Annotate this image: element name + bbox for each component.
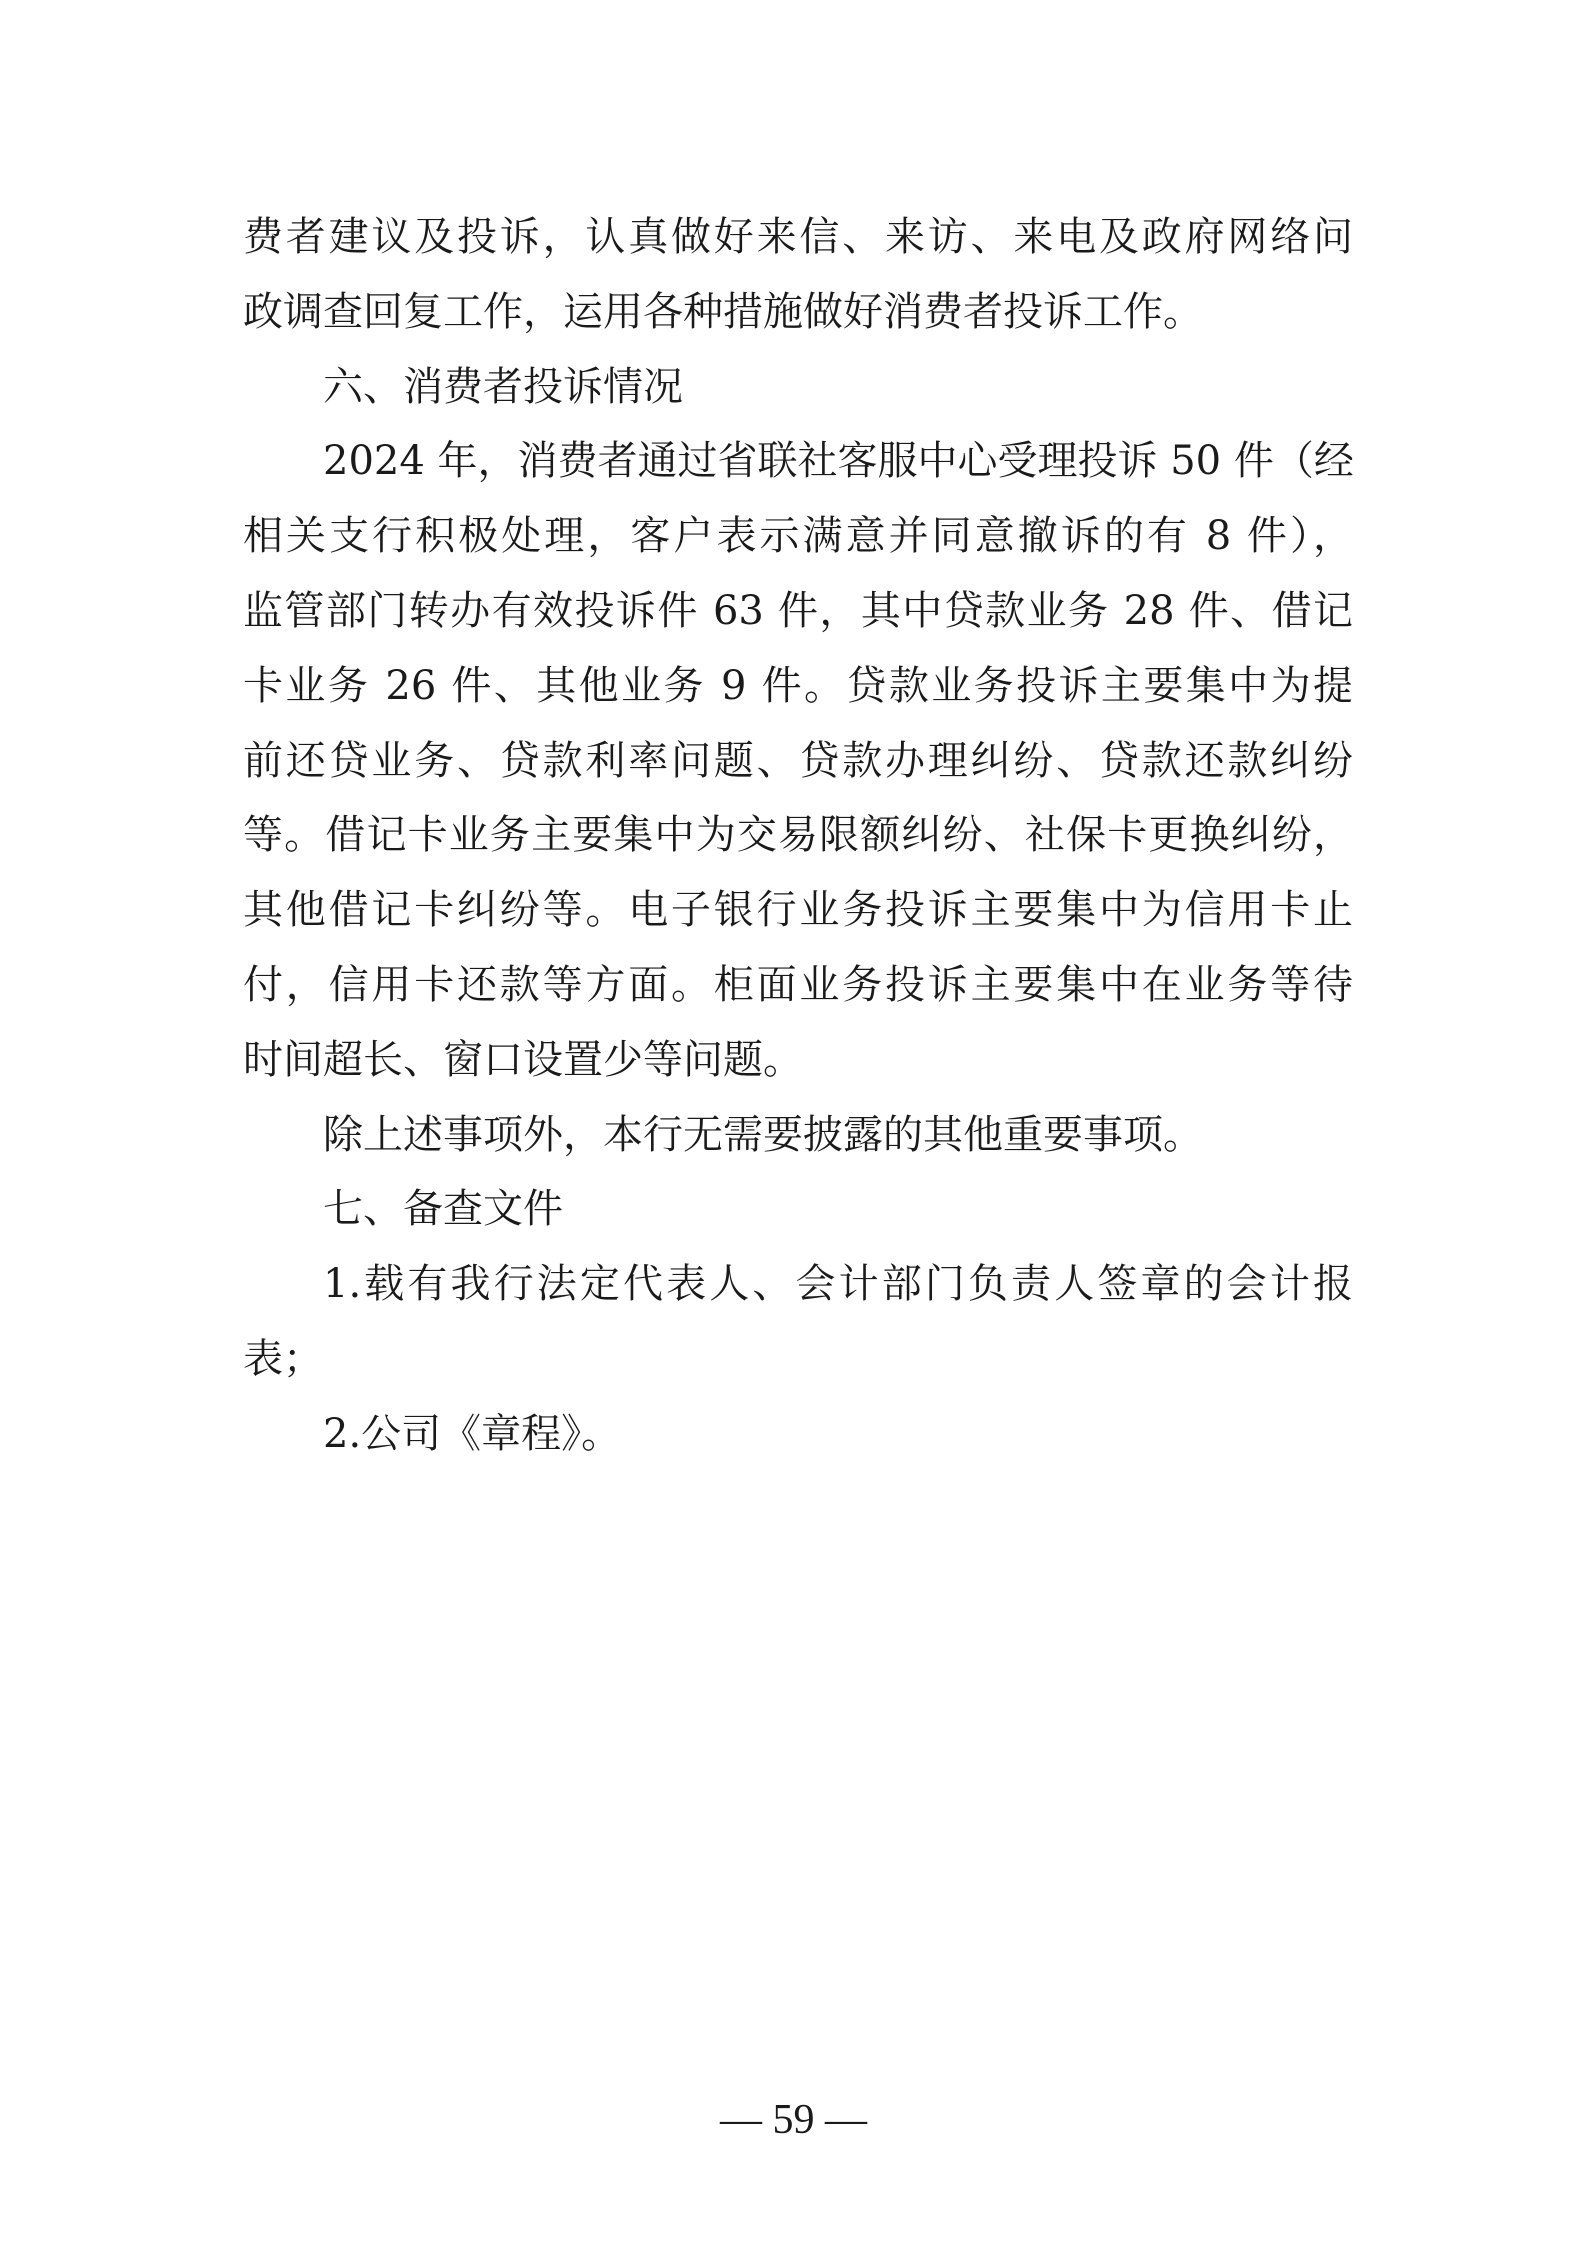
list-item: 2.公司《章程》。 — [323, 1410, 622, 1457]
paragraph-line: 等。借记卡业务主要集中为交易限额纠纷、社保卡更换纠纷， — [243, 812, 1353, 859]
paragraph-line: 2024 年，消费者通过省联社客服中心受理投诉 50 件（经 — [323, 438, 1354, 485]
paragraph-line: 费者建议及投诉，认真做好来信、来访、来电及政府网络问 — [243, 214, 1353, 260]
list-item-continuation: 表； — [243, 1335, 323, 1382]
paragraph-line: 监管部门转办有效投诉件 63 件，其中贷款业务 28 件、借记 — [243, 587, 1353, 634]
paragraph-line: 除上述事项外，本行无需要披露的其他重要事项。 — [323, 1111, 1203, 1158]
section-heading-reference-documents: 七、备查文件 — [323, 1186, 563, 1233]
paragraph-line: 其他借记卡纠纷等。电子银行业务投诉主要集中为信用卡止 — [243, 887, 1353, 934]
paragraph-line: 付，信用卡还款等方面。柜面业务投诉主要集中在业务等待 — [243, 961, 1353, 1008]
list-item: 1.载有我行法定代表人、会计部门负责人签章的会计报 — [323, 1261, 1353, 1308]
paragraph-line: 前还贷业务、贷款利率问题、贷款办理纠纷、贷款还款纠纷 — [243, 737, 1353, 784]
section-heading-complaints: 六、消费者投诉情况 — [323, 363, 683, 410]
paragraph-line: 相关支行积极处理，客户表示满意并同意撤诉的有 8 件）， — [243, 513, 1353, 560]
paragraph-line: 时间超长、窗口设置少等问题。 — [243, 1036, 803, 1083]
paragraph-line: 卡业务 26 件、其他业务 9 件。贷款业务投诉主要集中为提 — [243, 662, 1353, 709]
body-text — [243, 200, 1353, 1472]
page-number: — 59 — — [720, 2097, 867, 2143]
paragraph-line: 政调查回复工作，运用各种措施做好消费者投诉工作。 — [243, 288, 1203, 335]
